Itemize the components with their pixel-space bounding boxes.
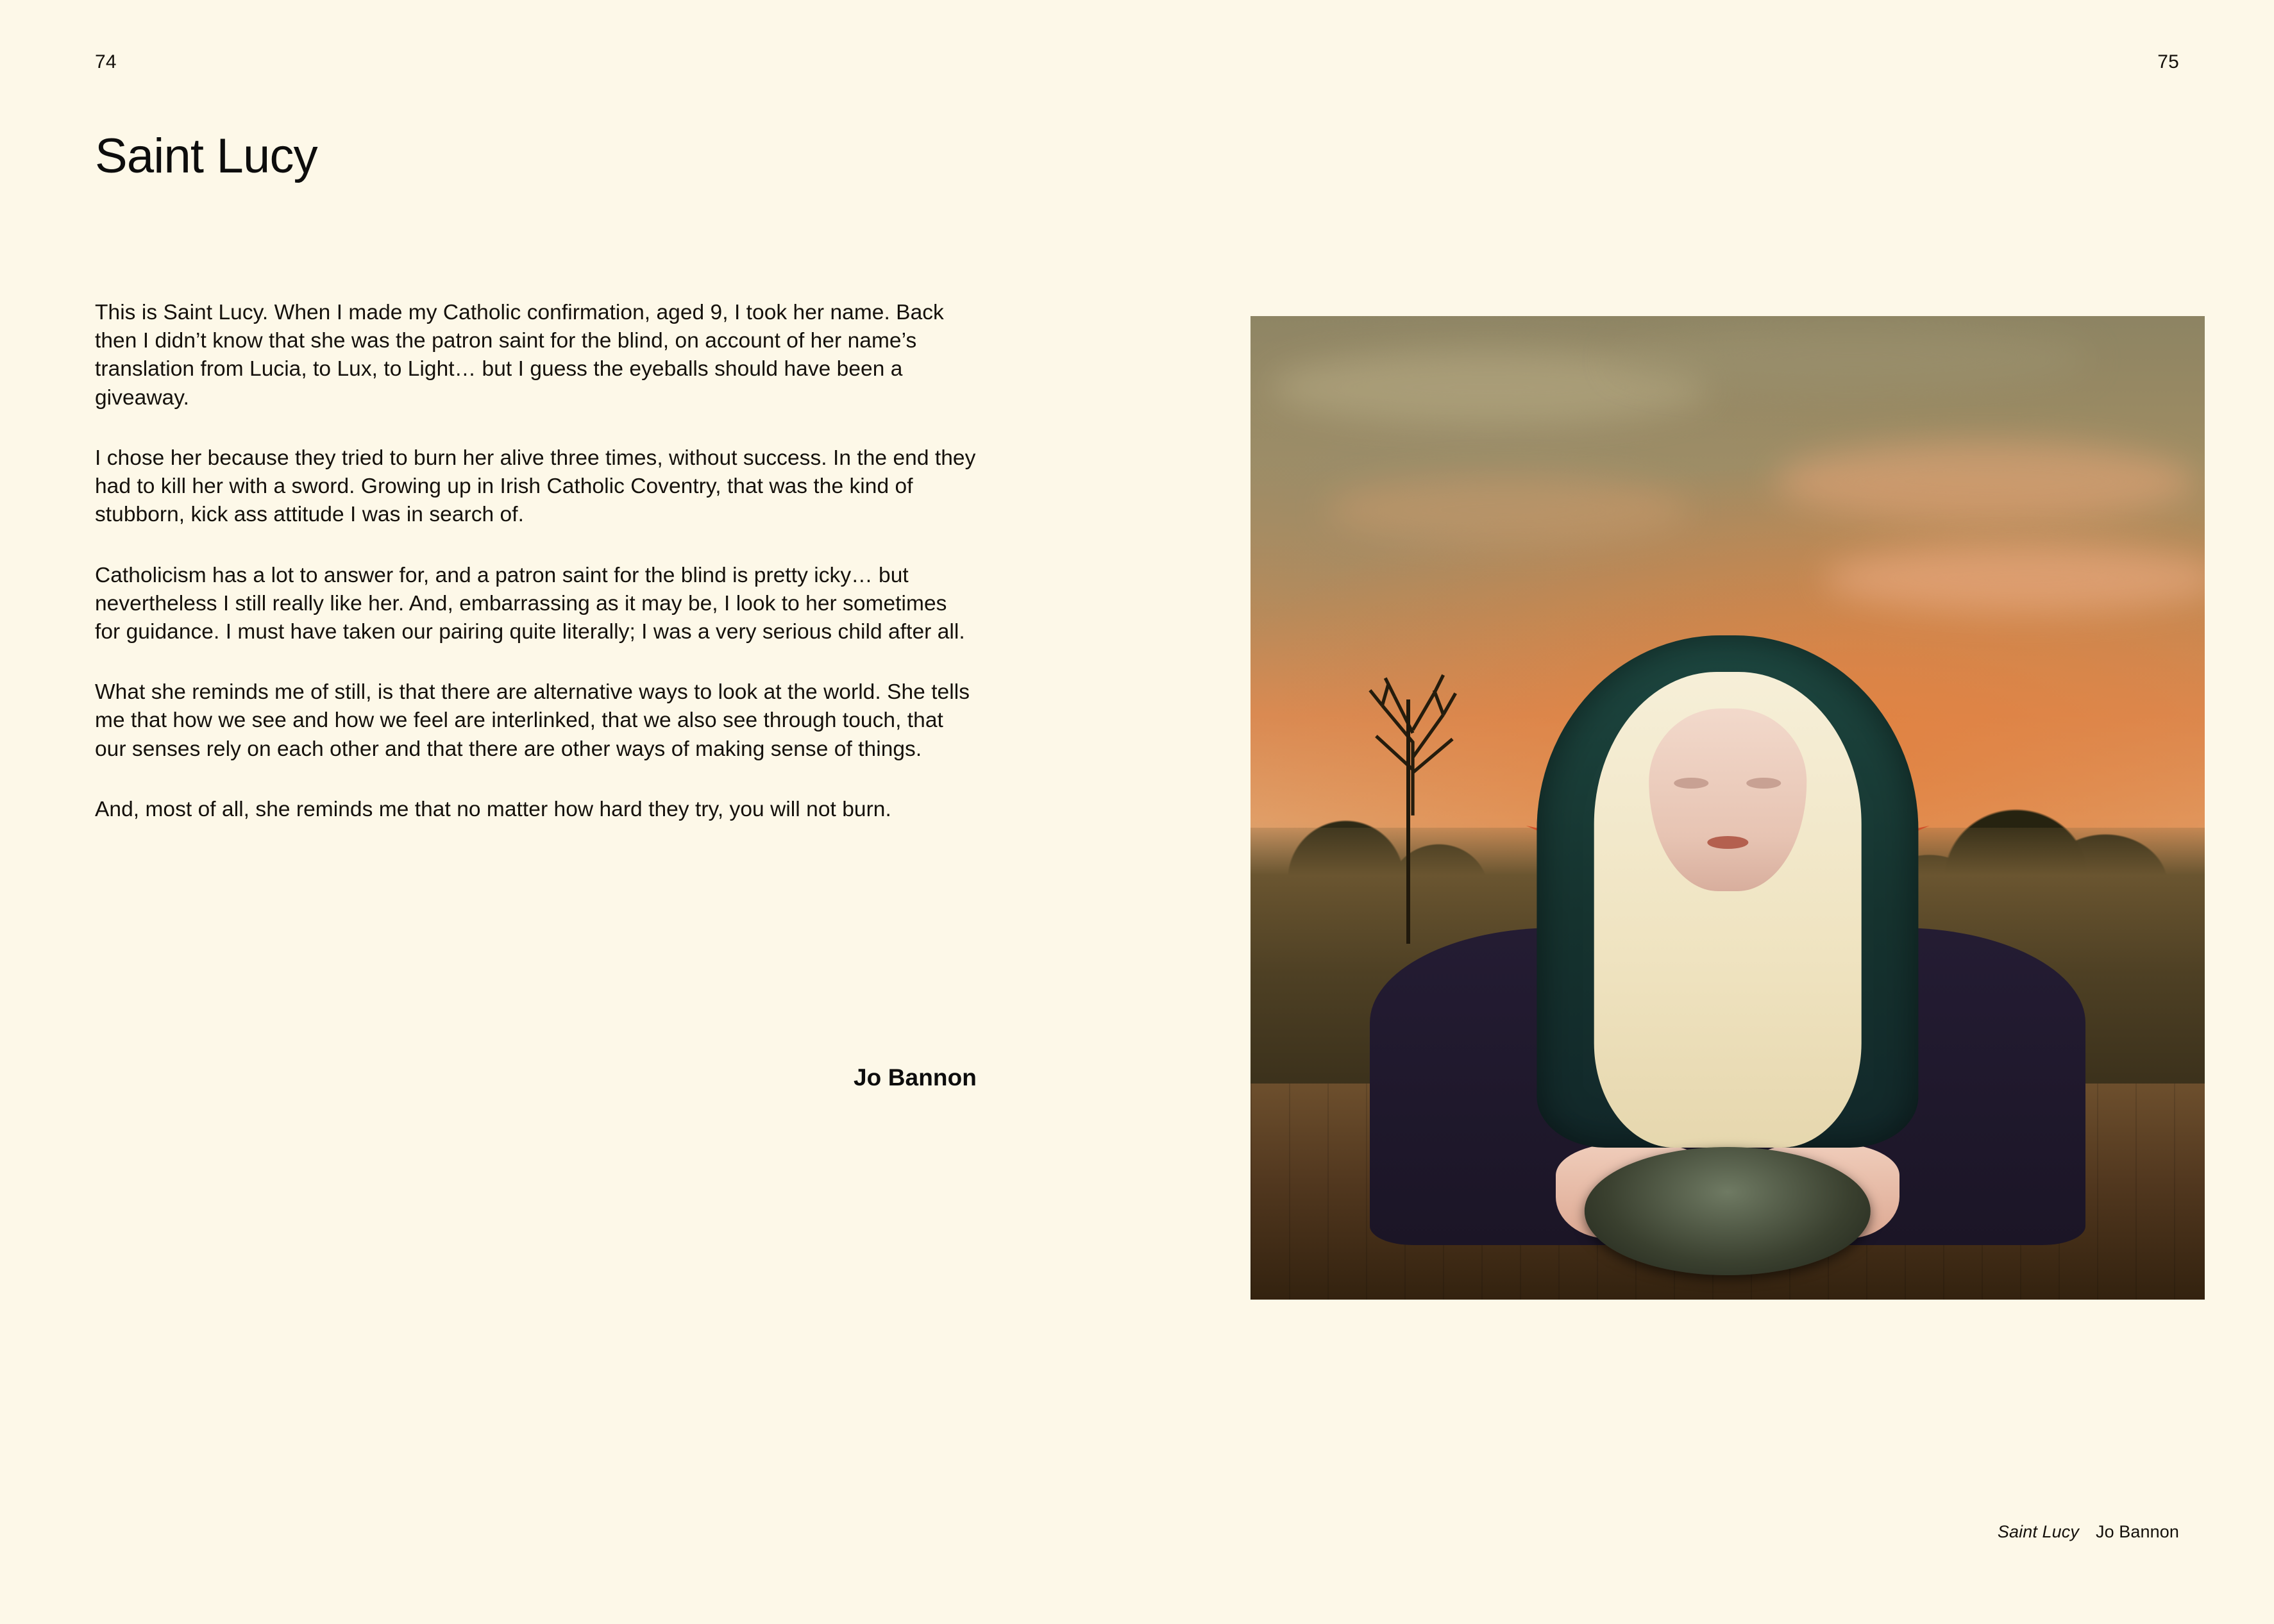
author-byline: Jo Bannon <box>853 1064 977 1091</box>
running-foot-artist: Jo Bannon <box>2095 1522 2179 1541</box>
photograph-illustration <box>1251 316 2205 1300</box>
running-foot <box>1998 1522 2179 1542</box>
mouth <box>1707 836 1748 849</box>
folio-left: 74 <box>95 51 117 72</box>
paragraph: This is Saint Lucy. When I made my Catholic confirmation, aged 9, I took her name. Back then I didn’t know that she was the patron saint for the blind, on account of her name’s translation from Lucia, to Lux, to Light… but I guess the eyeballs should have been a giveaway. <box>95 301 944 410</box>
body-copy <box>95 299 977 824</box>
cloud <box>1775 442 2195 522</box>
paragraph: What she reminds me of still, is that there are alternative ways to look at the world. She tells me that how we see and how we feel are interlinked, that we also see through touch, that our senses rely on each other and that there are other ways of making sense of things. <box>95 680 970 761</box>
cloud <box>1613 328 2090 390</box>
photograph-plate <box>1251 316 2205 1300</box>
paragraph: And, most of all, she reminds me that no matter how hard they try, you will not burn. <box>95 797 891 821</box>
figure-face <box>1649 708 1807 891</box>
closed-eye <box>1746 778 1781 789</box>
saint-figure <box>1489 562 1966 1172</box>
page-title: Saint Lucy <box>95 129 317 183</box>
paragraph: I chose her because they tried to burn her alive three times, without success. In the end they had to kill her with a sword. Growing up in Irish Catholic Coventry, that was the kind of stubborn, kick ass attitude I was in search of. <box>95 446 976 527</box>
folio-right: 75 <box>2157 51 2179 72</box>
closed-eye <box>1674 778 1709 789</box>
reflective-platter <box>1585 1147 1871 1275</box>
paragraph: Catholicism has a lot to answer for, and a patron saint for the blind is pretty icky… but nevertheless I still really like her. And, embarrassing as it may be, I look to her sometimes for guidance. I must have taken our pairing quite literally; I was a very serious child after all. <box>95 563 965 644</box>
left-page-header <box>95 128 986 184</box>
running-foot-title: Saint Lucy <box>1997 1522 2079 1541</box>
